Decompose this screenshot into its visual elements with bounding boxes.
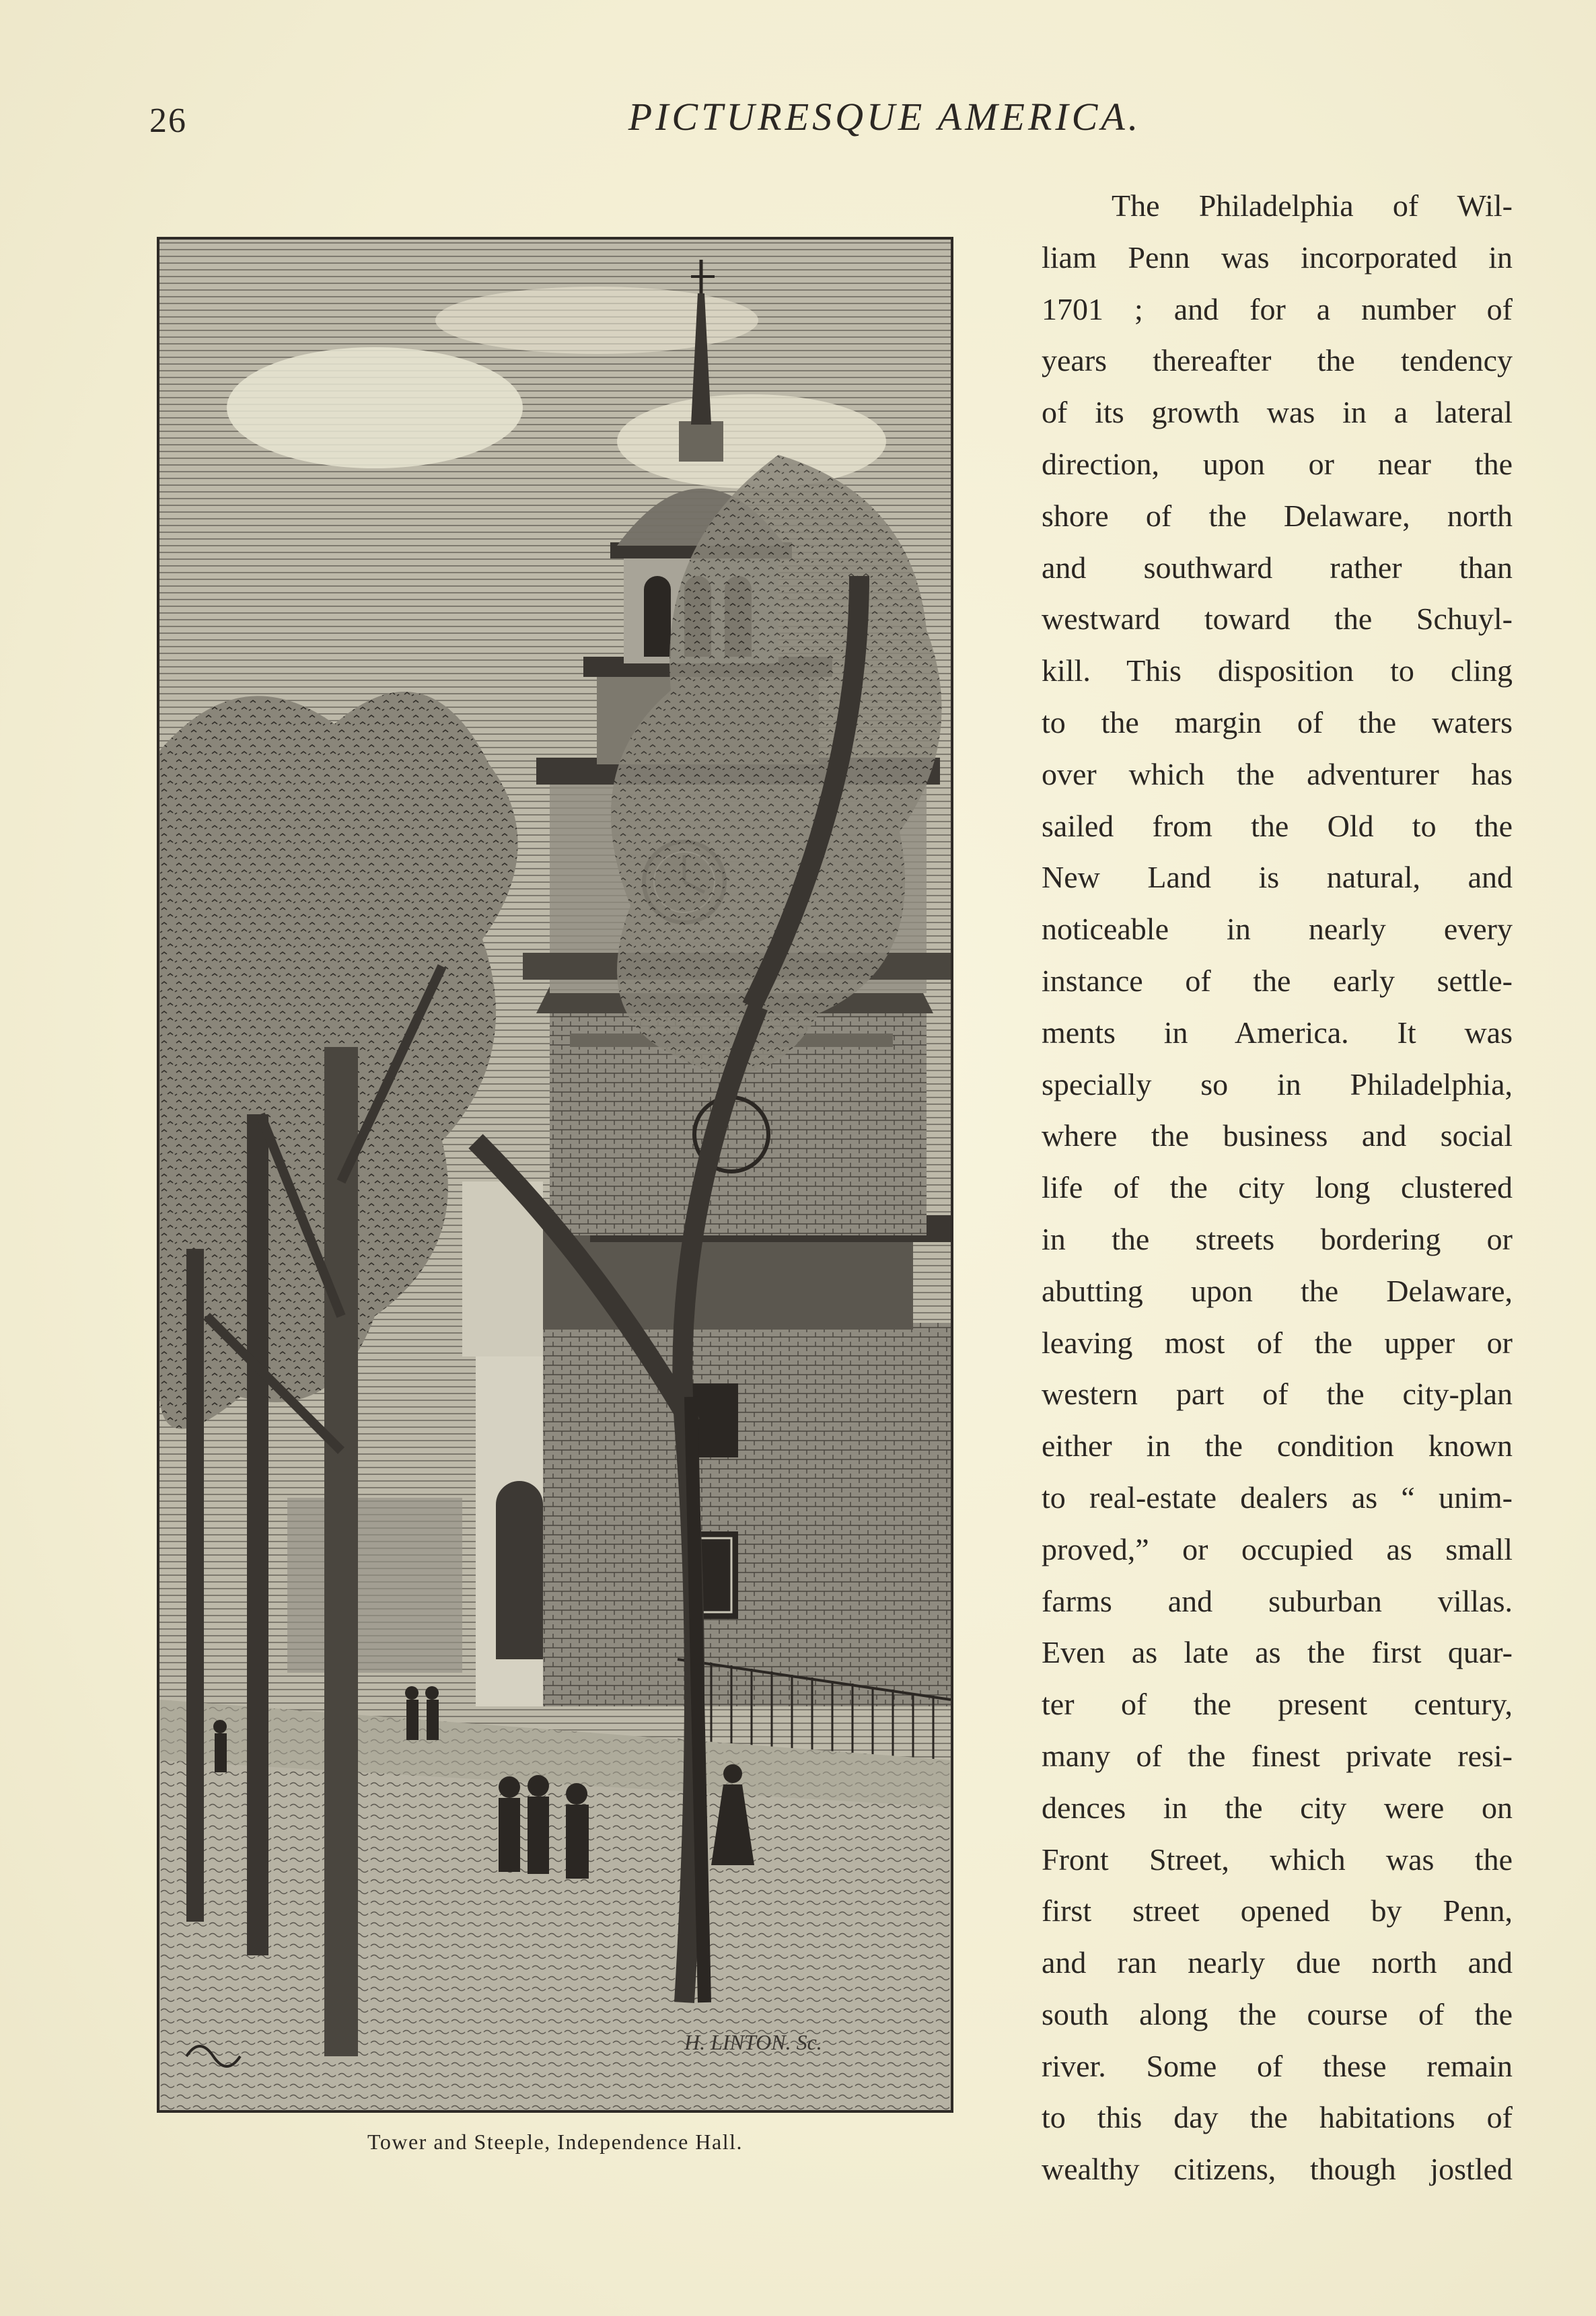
text-line: 1701 ; and for a number of bbox=[1042, 291, 1513, 326]
text-line: of its growth was in a lateral bbox=[1042, 395, 1513, 430]
text-line: over which the adventurer has bbox=[1042, 756, 1513, 791]
text-line: years thereafter the tendency bbox=[1042, 343, 1513, 378]
text-line: south along the course of the bbox=[1042, 1996, 1513, 2031]
text-line: wealthy citizens, though jostled bbox=[1042, 2152, 1513, 2187]
text-line: either in the condition known bbox=[1042, 1428, 1513, 1463]
text-line: westward toward the Schuyl- bbox=[1042, 602, 1513, 637]
text-line: kill. This disposition to cling bbox=[1042, 653, 1513, 688]
text-line: river. Some of these remain bbox=[1042, 2048, 1513, 2083]
text-line: to this day the habitations of bbox=[1042, 2100, 1513, 2135]
text-line: specially so in Philadelphia, bbox=[1042, 1066, 1513, 1101]
text-line: leaving most of the upper or bbox=[1042, 1325, 1513, 1360]
body-text-column bbox=[1042, 180, 1513, 2196]
page-number: 26 bbox=[149, 102, 187, 140]
text-line: to real-estate dealers as “ unim- bbox=[1042, 1480, 1513, 1515]
text-line: in the streets bordering or bbox=[1042, 1221, 1513, 1256]
text-line: to the margin of the waters bbox=[1042, 704, 1513, 739]
text-line: direction, upon or near the bbox=[1042, 446, 1513, 481]
text-line: ter of the present century, bbox=[1042, 1687, 1513, 1722]
text-line: liam Penn was incorporated in bbox=[1042, 240, 1513, 275]
text-line: New Land is natural, and bbox=[1042, 860, 1513, 895]
text-line: farms and suburban villas. bbox=[1042, 1583, 1513, 1618]
text-line: Even as late as the first quar- bbox=[1042, 1635, 1513, 1670]
text-line: and ran nearly due north and bbox=[1042, 1945, 1513, 1980]
running-title: PICTURESQUE AMERICA. bbox=[628, 95, 1142, 139]
text-line: first street opened by Penn, bbox=[1042, 1893, 1513, 1928]
text-line: instance of the early settle- bbox=[1042, 963, 1513, 998]
engraver-signature: H. LINTON. Sc. bbox=[684, 2030, 822, 2054]
text-line: dences in the city were on bbox=[1042, 1790, 1513, 1825]
text-line: many of the finest private resi- bbox=[1042, 1738, 1513, 1773]
figure-caption: Tower and Steeple, Independence Hall. bbox=[367, 2130, 743, 2154]
text-line: shore of the Delaware, north bbox=[1042, 498, 1513, 533]
text-line: abutting upon the Delaware, bbox=[1042, 1273, 1513, 1308]
text-line: sailed from the Old to the bbox=[1042, 808, 1513, 843]
text-line: life of the city long clustered bbox=[1042, 1170, 1513, 1205]
text-line: noticeable in nearly every bbox=[1042, 912, 1513, 947]
text-line: The Philadelphia of Wil- bbox=[1112, 188, 1513, 223]
engraving-illustration bbox=[157, 237, 953, 2113]
text-line: proved,” or occupied as small bbox=[1042, 1531, 1513, 1566]
text-line: and southward rather than bbox=[1042, 550, 1513, 585]
text-line: western part of the city-plan bbox=[1042, 1377, 1513, 1412]
text-line: where the business and social bbox=[1042, 1118, 1513, 1153]
text-line: ments in America. It was bbox=[1042, 1015, 1513, 1050]
text-line: Front Street, which was the bbox=[1042, 1842, 1513, 1877]
